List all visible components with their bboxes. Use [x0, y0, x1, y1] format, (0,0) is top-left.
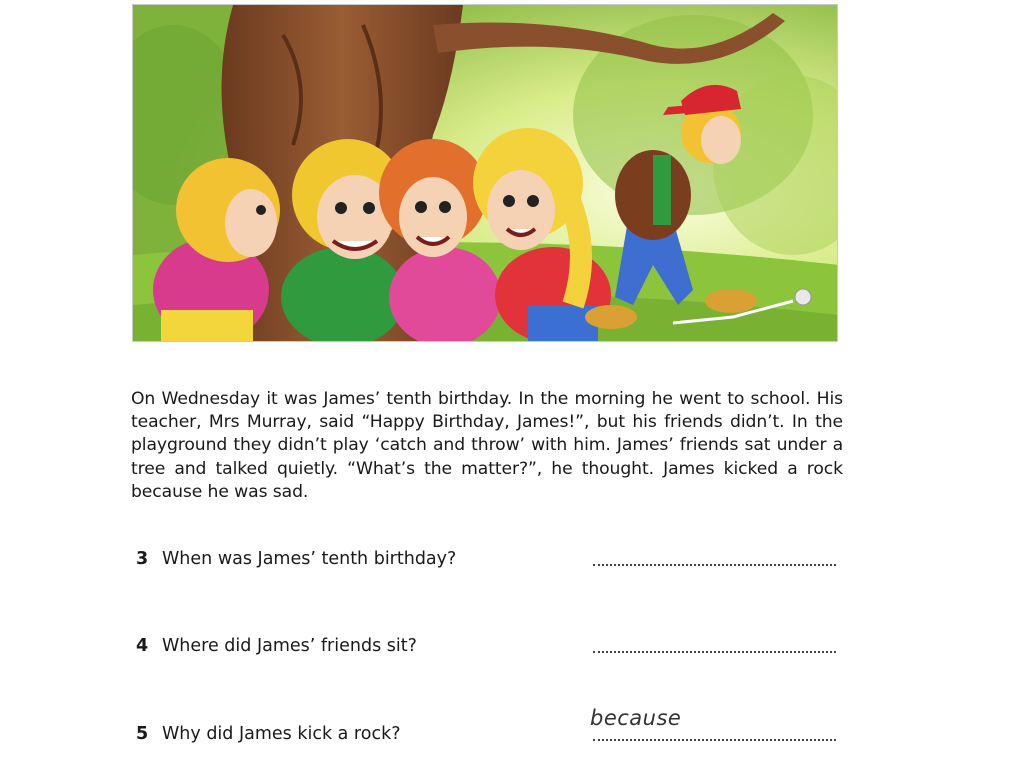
answer-text: because [590, 706, 682, 730]
answer-line[interactable] [593, 739, 836, 741]
question-5 [131, 706, 843, 754]
answer-line[interactable] [593, 651, 836, 653]
story-passage [131, 388, 843, 504]
question-text: Where did James’ friends sit? [162, 636, 417, 656]
question-number: 5 [136, 724, 149, 744]
question-4 [131, 636, 843, 666]
story-illustration [132, 4, 838, 342]
question-number: 4 [136, 636, 149, 656]
question-text: When was James’ tenth birthday? [162, 549, 457, 569]
question-3 [131, 549, 843, 579]
question-text: Why did James kick a rock? [162, 724, 401, 744]
question-number: 3 [136, 549, 149, 569]
answer-line[interactable] [593, 564, 836, 566]
story-text: On Wednesday it was James’ tenth birthday. In the morning he went to school. His teacher, Mrs Murray, said “Happy Birthday, James!”, but his friends didn’t. In the playground they didn’t play ‘catch and throw’ with him. James’ friends sat under a tree and talked quietly. “What’s the matter?”, he thought. James kicked a rock because he was sad. [131, 389, 843, 502]
